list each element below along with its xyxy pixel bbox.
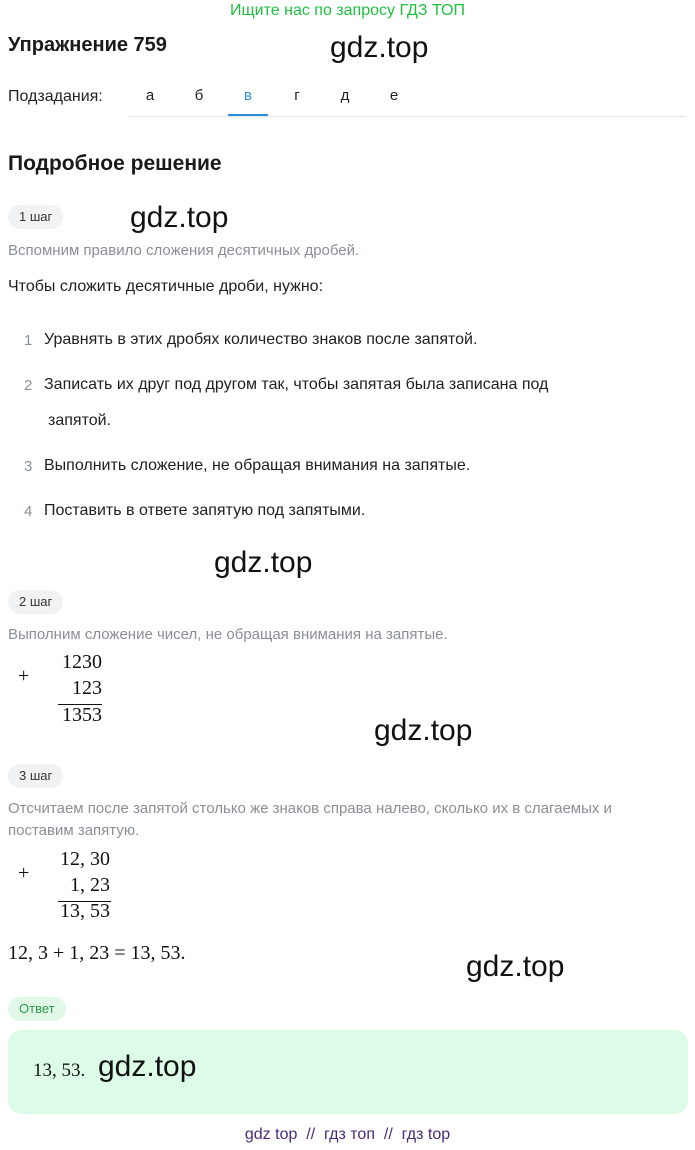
tab-d[interactable]: д — [340, 87, 350, 104]
search-banner: Ищите нас по запросу ГДЗ ТОП — [230, 2, 465, 19]
step2-hint: Выполним сложение чисел, не обращая внимания на запятые. — [8, 626, 448, 643]
tab-a[interactable]: а — [145, 87, 155, 104]
step3-hint-continuation: поставим запятую. — [8, 822, 140, 839]
list-item-number: 3 — [24, 458, 33, 475]
step1-hint: Вспомним правило сложения десятичных дробей. — [8, 242, 360, 259]
step1-intro: Чтобы сложить десятичные дроби, нужно: — [8, 278, 324, 295]
tab-e[interactable]: е — [389, 87, 399, 104]
subtask-tabs — [128, 78, 686, 117]
addend-2: 123 — [72, 677, 102, 699]
footer-links[interactable]: gdz top // гдз топ // гдз top — [244, 1126, 451, 1143]
list-item: Записать их друг под другом так, чтобы запятая была записана под — [44, 376, 549, 393]
step3-hint: Отсчитаем после запятой столько же знаков справа налево, сколько их в слагаемых и — [8, 800, 612, 817]
watermark: gdz.top — [330, 31, 429, 64]
list-item-number: 2 — [24, 377, 33, 394]
list-item: Поставить в ответе запятую под запятыми. — [44, 502, 366, 519]
list-item-number: 4 — [24, 503, 33, 520]
sum: 1353 — [62, 704, 102, 726]
watermark: gdz.top — [214, 546, 313, 579]
addend-2: 1, 23 — [70, 874, 110, 896]
list-item-continuation: запятой. — [48, 412, 111, 429]
step-badge-1: 1 шаг — [8, 205, 63, 229]
list-item-number: 1 — [24, 332, 33, 349]
answer-badge: Ответ — [8, 997, 66, 1021]
list-item: Уравнять в этих дробях количество знаков после запятой. — [44, 331, 478, 348]
tab-v[interactable]: в — [228, 78, 268, 116]
answer-value: 13, 53. — [33, 1060, 86, 1081]
watermark: gdz.top — [466, 950, 565, 983]
sum: 13, 53 — [60, 900, 110, 922]
watermark: gdz.top — [374, 714, 473, 747]
watermark: gdz.top — [98, 1050, 197, 1083]
step-badge-2: 2 шаг — [8, 590, 63, 614]
subtasks-label: Подзадания: — [8, 88, 103, 105]
result-equation: 12, 3 + 1, 23 = 13, 53. — [8, 942, 186, 964]
step-badge-3: 3 шаг — [8, 764, 63, 788]
addend-1: 12, 30 — [60, 848, 110, 870]
plus-sign: + — [18, 665, 30, 687]
watermark: gdz.top — [130, 201, 229, 234]
tab-g[interactable]: г — [294, 87, 300, 104]
section-title: Подробное решение — [8, 152, 222, 175]
page-title: Упражнение 759 — [8, 34, 167, 56]
list-item: Выполнить сложение, не обращая внимания на запятые. — [44, 457, 471, 474]
tab-b[interactable]: б — [194, 87, 204, 104]
plus-sign: + — [18, 862, 30, 884]
addend-1: 1230 — [62, 651, 102, 673]
